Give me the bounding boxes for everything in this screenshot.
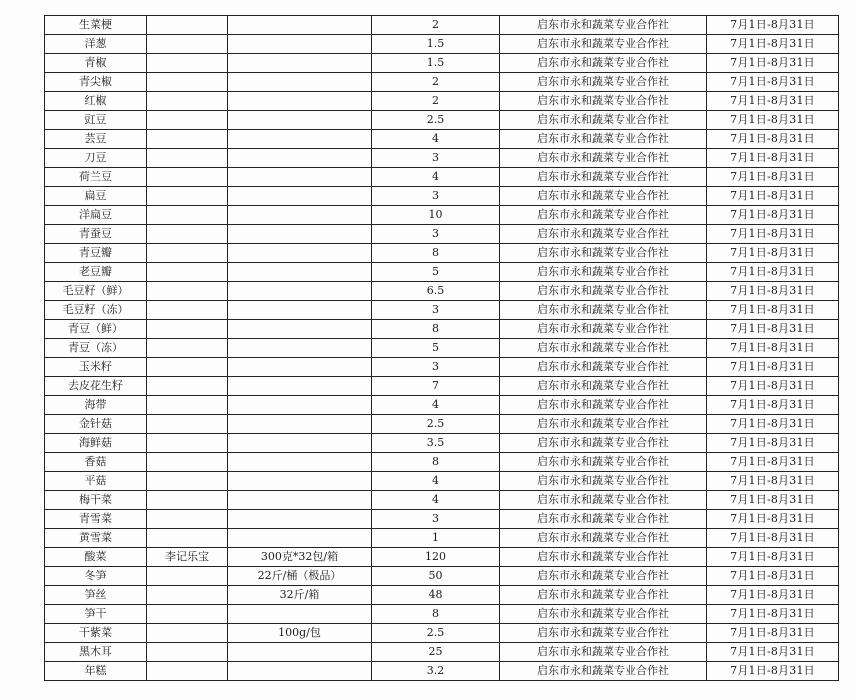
price-cell: 2.5 — [372, 624, 500, 643]
product-name-cell: 红椒 — [45, 92, 147, 111]
period-cell: 7月1日-8月31日 — [707, 510, 839, 529]
spec-cell — [228, 434, 372, 453]
product-name-cell: 毛豆籽（冻） — [45, 301, 147, 320]
table-row — [45, 320, 839, 339]
product-name-cell: 平菇 — [45, 472, 147, 491]
price-cell: 1.5 — [372, 54, 500, 73]
price-cell: 3 — [372, 187, 500, 206]
product-name-cell: 海带 — [45, 396, 147, 415]
product-name-cell: 玉米籽 — [45, 358, 147, 377]
price-cell: 8 — [372, 320, 500, 339]
brand-cell — [147, 320, 228, 339]
spec-cell — [228, 605, 372, 624]
table-row — [45, 111, 839, 130]
period-cell: 7月1日-8月31日 — [707, 605, 839, 624]
supplier-cell: 启东市永和蔬菜专业合作社 — [500, 453, 707, 472]
spec-cell — [228, 282, 372, 301]
brand-cell — [147, 263, 228, 282]
spec-cell — [228, 377, 372, 396]
supplier-cell: 启东市永和蔬菜专业合作社 — [500, 434, 707, 453]
product-name-cell: 梅干菜 — [45, 491, 147, 510]
period-cell: 7月1日-8月31日 — [707, 130, 839, 149]
table-row — [45, 73, 839, 92]
table-body — [45, 16, 839, 681]
table-row — [45, 434, 839, 453]
period-cell: 7月1日-8月31日 — [707, 339, 839, 358]
period-cell: 7月1日-8月31日 — [707, 282, 839, 301]
supplier-cell: 启东市永和蔬菜专业合作社 — [500, 301, 707, 320]
price-cell: 25 — [372, 643, 500, 662]
period-cell: 7月1日-8月31日 — [707, 206, 839, 225]
spec-cell — [228, 111, 372, 130]
period-cell: 7月1日-8月31日 — [707, 244, 839, 263]
supplier-cell: 启东市永和蔬菜专业合作社 — [500, 529, 707, 548]
spec-cell — [228, 529, 372, 548]
price-cell: 4 — [372, 396, 500, 415]
brand-cell — [147, 643, 228, 662]
supplier-cell: 启东市永和蔬菜专业合作社 — [500, 472, 707, 491]
spec-cell — [228, 168, 372, 187]
brand-cell — [147, 510, 228, 529]
table-row — [45, 510, 839, 529]
table-row — [45, 130, 839, 149]
table-row — [45, 396, 839, 415]
table-row — [45, 453, 839, 472]
price-cell: 4 — [372, 491, 500, 510]
period-cell: 7月1日-8月31日 — [707, 111, 839, 130]
period-cell: 7月1日-8月31日 — [707, 73, 839, 92]
product-name-cell: 青椒 — [45, 54, 147, 73]
table-row — [45, 168, 839, 187]
spec-cell — [228, 472, 372, 491]
product-name-cell: 荷兰豆 — [45, 168, 147, 187]
price-cell: 3.2 — [372, 662, 500, 681]
table-row — [45, 529, 839, 548]
supplier-cell: 启东市永和蔬菜专业合作社 — [500, 168, 707, 187]
spec-cell — [228, 54, 372, 73]
spec-cell: 100g/包 — [228, 624, 372, 643]
table-row — [45, 263, 839, 282]
product-name-cell: 刀豆 — [45, 149, 147, 168]
brand-cell — [147, 605, 228, 624]
brand-cell — [147, 567, 228, 586]
table-row — [45, 339, 839, 358]
price-cell: 2 — [372, 16, 500, 35]
brand-cell — [147, 111, 228, 130]
brand-cell — [147, 168, 228, 187]
table-row — [45, 358, 839, 377]
product-name-cell: 洋葱 — [45, 35, 147, 54]
spec-cell — [228, 149, 372, 168]
supplier-cell: 启东市永和蔬菜专业合作社 — [500, 662, 707, 681]
table-row — [45, 244, 839, 263]
supplier-cell: 启东市永和蔬菜专业合作社 — [500, 358, 707, 377]
price-cell: 7 — [372, 377, 500, 396]
table-row — [45, 16, 839, 35]
supplier-cell: 启东市永和蔬菜专业合作社 — [500, 130, 707, 149]
supplier-cell: 启东市永和蔬菜专业合作社 — [500, 548, 707, 567]
product-name-cell: 海鲜菇 — [45, 434, 147, 453]
period-cell: 7月1日-8月31日 — [707, 35, 839, 54]
brand-cell — [147, 130, 228, 149]
product-name-cell: 香菇 — [45, 453, 147, 472]
period-cell: 7月1日-8月31日 — [707, 567, 839, 586]
brand-cell — [147, 206, 228, 225]
table-row — [45, 472, 839, 491]
product-name-cell: 生菜梗 — [45, 16, 147, 35]
supplier-cell: 启东市永和蔬菜专业合作社 — [500, 16, 707, 35]
product-name-cell: 笋丝 — [45, 586, 147, 605]
brand-cell — [147, 73, 228, 92]
price-cell: 6.5 — [372, 282, 500, 301]
product-name-cell: 干紫菜 — [45, 624, 147, 643]
table-row — [45, 301, 839, 320]
brand-cell — [147, 396, 228, 415]
brand-cell — [147, 301, 228, 320]
period-cell: 7月1日-8月31日 — [707, 529, 839, 548]
table-row — [45, 92, 839, 111]
brand-cell — [147, 472, 228, 491]
product-name-cell: 扁豆 — [45, 187, 147, 206]
table-row — [45, 491, 839, 510]
period-cell: 7月1日-8月31日 — [707, 149, 839, 168]
supplier-cell: 启东市永和蔬菜专业合作社 — [500, 396, 707, 415]
brand-cell — [147, 662, 228, 681]
supplier-cell: 启东市永和蔬菜专业合作社 — [500, 510, 707, 529]
spec-cell — [228, 339, 372, 358]
brand-cell — [147, 225, 228, 244]
product-name-cell: 青豆（鲜） — [45, 320, 147, 339]
period-cell: 7月1日-8月31日 — [707, 54, 839, 73]
table-row — [45, 282, 839, 301]
product-name-cell: 青豆（冻） — [45, 339, 147, 358]
price-cell: 3 — [372, 301, 500, 320]
table-row — [45, 662, 839, 681]
table-row — [45, 605, 839, 624]
product-name-cell: 毛豆籽（鲜） — [45, 282, 147, 301]
supplier-cell: 启东市永和蔬菜专业合作社 — [500, 643, 707, 662]
spec-cell — [228, 453, 372, 472]
price-cell: 1.5 — [372, 35, 500, 54]
table-row — [45, 225, 839, 244]
period-cell: 7月1日-8月31日 — [707, 586, 839, 605]
price-cell: 120 — [372, 548, 500, 567]
price-cell: 4 — [372, 168, 500, 187]
brand-cell — [147, 491, 228, 510]
spec-cell — [228, 206, 372, 225]
price-cell: 48 — [372, 586, 500, 605]
price-table — [44, 15, 839, 681]
spec-cell — [228, 16, 372, 35]
price-cell: 3 — [372, 149, 500, 168]
price-cell: 3 — [372, 225, 500, 244]
period-cell: 7月1日-8月31日 — [707, 662, 839, 681]
period-cell: 7月1日-8月31日 — [707, 453, 839, 472]
product-name-cell: 青雪菜 — [45, 510, 147, 529]
period-cell: 7月1日-8月31日 — [707, 301, 839, 320]
spec-cell — [228, 187, 372, 206]
supplier-cell: 启东市永和蔬菜专业合作社 — [500, 586, 707, 605]
price-cell: 1 — [372, 529, 500, 548]
spec-cell — [228, 491, 372, 510]
table-row — [45, 35, 839, 54]
product-name-cell: 洋扁豆 — [45, 206, 147, 225]
supplier-cell: 启东市永和蔬菜专业合作社 — [500, 624, 707, 643]
product-name-cell: 金针菇 — [45, 415, 147, 434]
supplier-cell: 启东市永和蔬菜专业合作社 — [500, 225, 707, 244]
table-row — [45, 643, 839, 662]
supplier-cell: 启东市永和蔬菜专业合作社 — [500, 73, 707, 92]
price-cell: 5 — [372, 339, 500, 358]
price-cell: 8 — [372, 453, 500, 472]
period-cell: 7月1日-8月31日 — [707, 472, 839, 491]
brand-cell — [147, 358, 228, 377]
spec-cell — [228, 643, 372, 662]
supplier-cell: 启东市永和蔬菜专业合作社 — [500, 320, 707, 339]
spec-cell — [228, 301, 372, 320]
supplier-cell: 启东市永和蔬菜专业合作社 — [500, 605, 707, 624]
period-cell: 7月1日-8月31日 — [707, 396, 839, 415]
price-cell: 3 — [372, 510, 500, 529]
table-row — [45, 548, 839, 567]
product-name-cell: 酸菜 — [45, 548, 147, 567]
supplier-cell: 启东市永和蔬菜专业合作社 — [500, 111, 707, 130]
product-name-cell: 豇豆 — [45, 111, 147, 130]
spec-cell — [228, 244, 372, 263]
spec-cell — [228, 320, 372, 339]
price-cell: 10 — [372, 206, 500, 225]
table-row — [45, 586, 839, 605]
period-cell: 7月1日-8月31日 — [707, 263, 839, 282]
brand-cell — [147, 187, 228, 206]
price-cell: 2 — [372, 92, 500, 111]
price-cell: 50 — [372, 567, 500, 586]
brand-cell — [147, 244, 228, 263]
period-cell: 7月1日-8月31日 — [707, 320, 839, 339]
period-cell: 7月1日-8月31日 — [707, 358, 839, 377]
period-cell: 7月1日-8月31日 — [707, 16, 839, 35]
brand-cell — [147, 624, 228, 643]
spec-cell — [228, 35, 372, 54]
product-name-cell: 老豆瓣 — [45, 263, 147, 282]
price-cell: 4 — [372, 130, 500, 149]
table-row — [45, 206, 839, 225]
supplier-cell: 启东市永和蔬菜专业合作社 — [500, 206, 707, 225]
period-cell: 7月1日-8月31日 — [707, 415, 839, 434]
spec-cell — [228, 358, 372, 377]
product-name-cell: 青豆瓣 — [45, 244, 147, 263]
product-name-cell: 芸豆 — [45, 130, 147, 149]
brand-cell — [147, 54, 228, 73]
period-cell: 7月1日-8月31日 — [707, 643, 839, 662]
supplier-cell: 启东市永和蔬菜专业合作社 — [500, 54, 707, 73]
supplier-cell: 启东市永和蔬菜专业合作社 — [500, 567, 707, 586]
period-cell: 7月1日-8月31日 — [707, 548, 839, 567]
supplier-cell: 启东市永和蔬菜专业合作社 — [500, 377, 707, 396]
price-cell: 2 — [372, 73, 500, 92]
price-cell: 8 — [372, 244, 500, 263]
product-name-cell: 冬笋 — [45, 567, 147, 586]
price-cell: 2.5 — [372, 111, 500, 130]
table-row — [45, 149, 839, 168]
product-name-cell: 去皮花生籽 — [45, 377, 147, 396]
spec-cell — [228, 396, 372, 415]
brand-cell — [147, 339, 228, 358]
period-cell: 7月1日-8月31日 — [707, 187, 839, 206]
price-cell: 3.5 — [372, 434, 500, 453]
spec-cell — [228, 92, 372, 111]
brand-cell — [147, 92, 228, 111]
spec-cell: 22斤/桶（极品） — [228, 567, 372, 586]
spec-cell — [228, 73, 372, 92]
brand-cell — [147, 35, 228, 54]
period-cell: 7月1日-8月31日 — [707, 225, 839, 244]
table-row — [45, 567, 839, 586]
supplier-cell: 启东市永和蔬菜专业合作社 — [500, 35, 707, 54]
table-row — [45, 415, 839, 434]
price-cell: 3 — [372, 358, 500, 377]
spec-cell: 300克*32包/箱 — [228, 548, 372, 567]
brand-cell — [147, 586, 228, 605]
product-name-cell: 黑木耳 — [45, 643, 147, 662]
brand-cell — [147, 377, 228, 396]
period-cell: 7月1日-8月31日 — [707, 377, 839, 396]
brand-cell — [147, 529, 228, 548]
brand-cell — [147, 149, 228, 168]
supplier-cell: 启东市永和蔬菜专业合作社 — [500, 415, 707, 434]
supplier-cell: 启东市永和蔬菜专业合作社 — [500, 263, 707, 282]
brand-cell — [147, 282, 228, 301]
spec-cell — [228, 130, 372, 149]
supplier-cell: 启东市永和蔬菜专业合作社 — [500, 149, 707, 168]
period-cell: 7月1日-8月31日 — [707, 491, 839, 510]
table-row — [45, 377, 839, 396]
supplier-cell: 启东市永和蔬菜专业合作社 — [500, 491, 707, 510]
product-name-cell: 黄雪菜 — [45, 529, 147, 548]
period-cell: 7月1日-8月31日 — [707, 434, 839, 453]
spec-cell — [228, 263, 372, 282]
spec-cell: 32斤/箱 — [228, 586, 372, 605]
product-name-cell: 笋干 — [45, 605, 147, 624]
spec-cell — [228, 415, 372, 434]
brand-cell: 李记乐宝 — [147, 548, 228, 567]
price-cell: 5 — [372, 263, 500, 282]
table-row — [45, 54, 839, 73]
brand-cell — [147, 415, 228, 434]
product-name-cell: 青尖椒 — [45, 73, 147, 92]
product-name-cell: 青蚕豆 — [45, 225, 147, 244]
brand-cell — [147, 453, 228, 472]
spec-cell — [228, 662, 372, 681]
spec-cell — [228, 510, 372, 529]
price-cell: 4 — [372, 472, 500, 491]
supplier-cell: 启东市永和蔬菜专业合作社 — [500, 244, 707, 263]
supplier-cell: 启东市永和蔬菜专业合作社 — [500, 92, 707, 111]
product-name-cell: 年糕 — [45, 662, 147, 681]
period-cell: 7月1日-8月31日 — [707, 92, 839, 111]
table-row — [45, 187, 839, 206]
period-cell: 7月1日-8月31日 — [707, 624, 839, 643]
spec-cell — [228, 225, 372, 244]
price-cell: 2.5 — [372, 415, 500, 434]
price-cell: 8 — [372, 605, 500, 624]
supplier-cell: 启东市永和蔬菜专业合作社 — [500, 187, 707, 206]
supplier-cell: 启东市永和蔬菜专业合作社 — [500, 282, 707, 301]
brand-cell — [147, 434, 228, 453]
brand-cell — [147, 16, 228, 35]
period-cell: 7月1日-8月31日 — [707, 168, 839, 187]
supplier-cell: 启东市永和蔬菜专业合作社 — [500, 339, 707, 358]
table-row — [45, 624, 839, 643]
